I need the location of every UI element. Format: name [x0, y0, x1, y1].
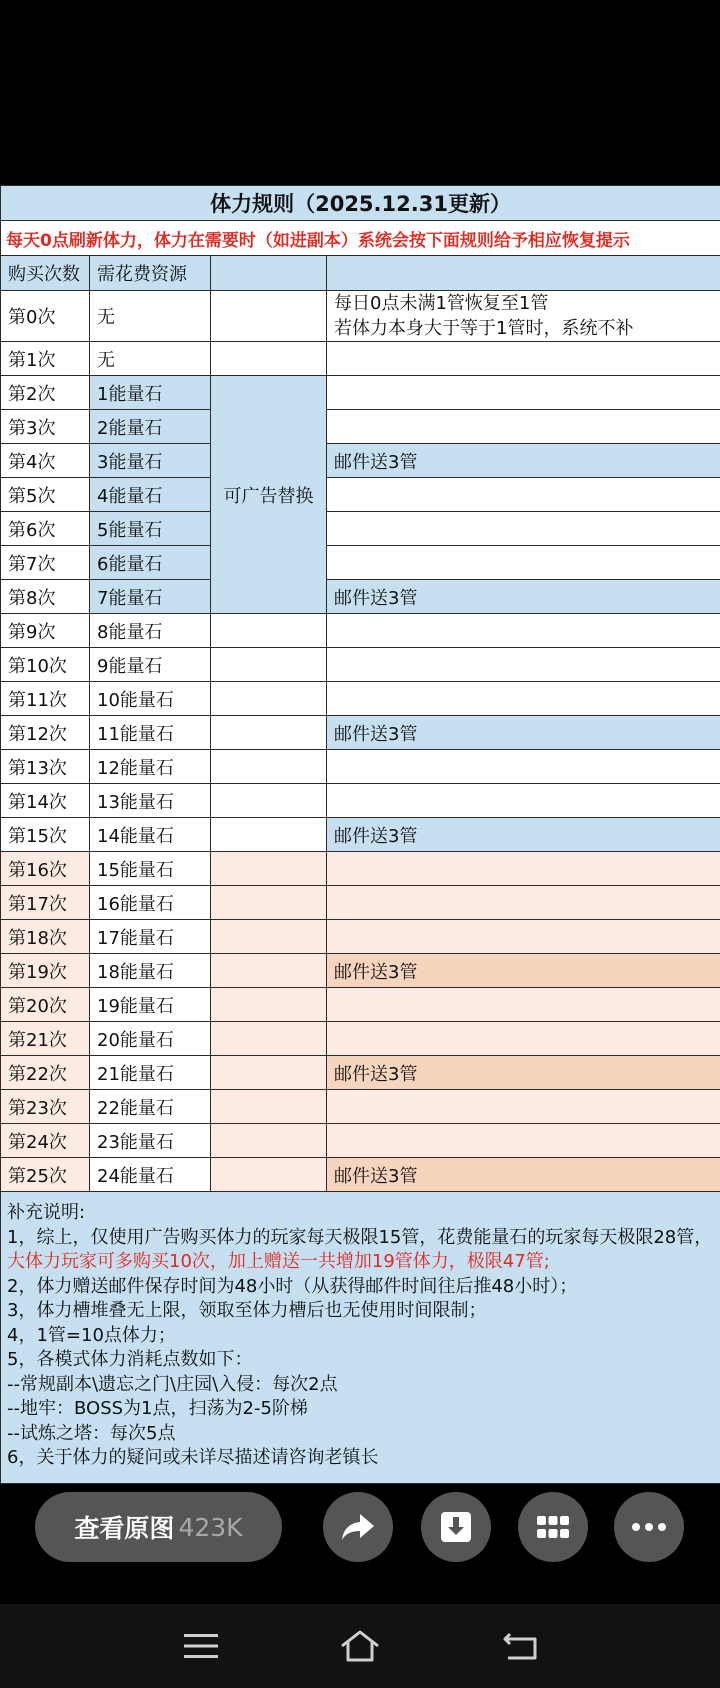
table-header-row	[1, 256, 720, 291]
purchase-count-cell: 第13次	[1, 750, 90, 784]
supplement-line: 6，关于体力的疑问或未详尽描述请咨询老镇长	[7, 1447, 379, 1468]
empty-cell	[211, 648, 327, 682]
table-row	[1, 410, 720, 444]
header-purchase-count: 购买次数	[1, 256, 90, 291]
table-row	[1, 852, 720, 886]
cost-cell: 11能量石	[90, 716, 211, 750]
table-row	[1, 886, 720, 920]
cost-cell: 2能量石	[90, 410, 211, 444]
share-button[interactable]	[323, 1492, 393, 1562]
note-cell	[327, 614, 720, 648]
empty-cell	[211, 852, 327, 886]
grid-icon	[536, 1515, 570, 1539]
table-row	[1, 1090, 720, 1124]
back-nav-button[interactable]	[495, 1624, 545, 1668]
share-icon	[340, 1512, 376, 1542]
cost-cell: 1能量石	[90, 376, 211, 410]
grid-button[interactable]	[518, 1492, 588, 1562]
ad-replace-cell: 可广告替换	[211, 376, 327, 614]
cost-cell: 无	[90, 342, 211, 376]
note-cell	[327, 648, 720, 682]
note-cell	[327, 784, 720, 818]
supplement-line-1-highlight: 大体力玩家可多购买10次，加上赠送一共增加19管体力，极限47管;	[7, 1251, 550, 1272]
supplement-line: --常规副本\遗忘之门\庄园\入侵：每次2点	[7, 1373, 338, 1395]
empty-cell	[211, 614, 327, 648]
more-icon	[631, 1522, 667, 1532]
note-cell	[327, 410, 720, 444]
note-cell	[327, 1022, 720, 1056]
note-cell	[327, 886, 720, 920]
more-button[interactable]	[614, 1492, 684, 1562]
cost-cell: 4能量石	[90, 478, 211, 512]
cost-cell: 24能量石	[90, 1158, 211, 1192]
table-row	[1, 988, 720, 1022]
purchase-count-cell: 第24次	[1, 1124, 90, 1158]
empty-cell	[211, 1056, 327, 1090]
supplement-line: 3，体力槽堆叠无上限，领取至体力槽后也无使用时间限制；	[7, 1300, 487, 1321]
purchase-count-cell: 第17次	[1, 886, 90, 920]
supplement-notes	[1, 1192, 720, 1484]
note-cell	[327, 1124, 720, 1158]
cost-cell: 21能量石	[90, 1056, 211, 1090]
cost-cell: 6能量石	[90, 546, 211, 580]
purchase-count-cell: 第8次	[1, 580, 90, 614]
empty-cell	[211, 784, 327, 818]
table-row	[1, 512, 720, 546]
cost-cell: 22能量石	[90, 1090, 211, 1124]
home-icon	[339, 1629, 381, 1663]
supplement-line: --地牢：BOSS为1点，扫荡为2-5阶梯	[7, 1398, 308, 1419]
empty-cell	[211, 1090, 327, 1124]
purchase-count-cell: 第25次	[1, 1158, 90, 1192]
note-cell: 邮件送3管	[327, 818, 720, 852]
download-button[interactable]	[421, 1492, 491, 1562]
cost-cell: 18能量石	[90, 954, 211, 988]
note-cell	[327, 342, 720, 376]
cost-cell: 无	[90, 291, 211, 342]
note-cell: 邮件送3管	[327, 954, 720, 988]
cost-cell: 16能量石	[90, 886, 211, 920]
sheet-title: 体力规则（2025.12.31更新）	[1, 186, 720, 221]
cost-cell: 10能量石	[90, 682, 211, 716]
purchase-count-cell: 第3次	[1, 410, 90, 444]
home-nav-button[interactable]	[335, 1624, 385, 1668]
download-icon	[439, 1510, 473, 1544]
table-row	[1, 1158, 720, 1192]
purchase-count-cell: 第18次	[1, 920, 90, 954]
note-cell	[327, 1090, 720, 1124]
empty-cell	[211, 750, 327, 784]
purchase-count-cell: 第15次	[1, 818, 90, 852]
menu-nav-button[interactable]	[176, 1624, 226, 1668]
empty-cell	[211, 291, 327, 342]
supplement-line: 4，1管=10点体力；	[7, 1324, 176, 1346]
supplement-line: --试炼之塔：每次5点	[7, 1422, 176, 1444]
purchase-count-cell: 第5次	[1, 478, 90, 512]
table-row	[1, 546, 720, 580]
purchase-count-cell: 第11次	[1, 682, 90, 716]
empty-cell	[211, 682, 327, 716]
supplement-line: 2，体力赠送邮件保存时间为48小时（从获得邮件时间往后推48小时）；	[7, 1275, 578, 1297]
image-viewer-toolbar	[0, 1492, 720, 1562]
note-cell	[327, 682, 720, 716]
note-cell	[327, 512, 720, 546]
table-row	[1, 444, 720, 478]
purchase-count-cell: 第23次	[1, 1090, 90, 1124]
empty-cell	[211, 1022, 327, 1056]
note-line: 若体力本身大于等于1管时，系统不补	[334, 318, 634, 339]
empty-cell	[211, 954, 327, 988]
empty-cell	[211, 818, 327, 852]
table-row	[1, 818, 720, 852]
header-blank-1	[211, 256, 327, 291]
back-icon	[502, 1630, 538, 1662]
note-cell: 邮件送3管	[327, 580, 720, 614]
cost-cell: 7能量石	[90, 580, 211, 614]
empty-cell	[211, 886, 327, 920]
supplement-line-1	[7, 1226, 714, 1275]
table-row	[1, 291, 720, 342]
note-cell	[327, 988, 720, 1022]
rules-document	[0, 185, 720, 1484]
cost-cell: 9能量石	[90, 648, 211, 682]
table-row	[1, 750, 720, 784]
cost-cell: 14能量石	[90, 818, 211, 852]
cost-cell: 5能量石	[90, 512, 211, 546]
supplement-line: 5，各模式体力消耗点数如下：	[7, 1349, 253, 1370]
table-row	[1, 478, 720, 512]
cost-cell: 17能量石	[90, 920, 211, 954]
note-cell: 邮件送3管	[327, 1056, 720, 1090]
empty-cell	[211, 988, 327, 1022]
note-cell	[327, 750, 720, 784]
note-cell	[327, 291, 720, 342]
purchase-count-cell: 第4次	[1, 444, 90, 478]
note-cell	[327, 920, 720, 954]
empty-cell	[211, 1124, 327, 1158]
purchase-count-cell: 第7次	[1, 546, 90, 580]
cost-cell: 23能量石	[90, 1124, 211, 1158]
purchase-count-cell: 第22次	[1, 1056, 90, 1090]
purchase-count-cell: 第9次	[1, 614, 90, 648]
table-row	[1, 614, 720, 648]
table-row	[1, 1124, 720, 1158]
empty-cell	[211, 342, 327, 376]
cost-cell: 20能量石	[90, 1022, 211, 1056]
purchase-count-cell: 第12次	[1, 716, 90, 750]
purchase-count-cell: 第14次	[1, 784, 90, 818]
purchase-count-cell: 第6次	[1, 512, 90, 546]
note-cell: 邮件送3管	[327, 716, 720, 750]
purchase-count-cell: 第20次	[1, 988, 90, 1022]
cost-cell: 13能量石	[90, 784, 211, 818]
system-navigation-bar	[0, 1604, 720, 1688]
purchase-count-cell: 第19次	[1, 954, 90, 988]
note-cell: 邮件送3管	[327, 1158, 720, 1192]
header-blank-2	[327, 256, 720, 291]
table-row	[1, 954, 720, 988]
table-row	[1, 376, 720, 410]
stamina-rules-table	[0, 185, 720, 1484]
menu-icon	[184, 1633, 218, 1659]
sheet-subtitle: 每天0点刷新体力，体力在需要时（如进副本）系统会按下面规则给予相应恢复提示	[1, 221, 720, 256]
purchase-count-cell: 第21次	[1, 1022, 90, 1056]
cost-cell: 3能量石	[90, 444, 211, 478]
table-row	[1, 342, 720, 376]
cost-cell: 12能量石	[90, 750, 211, 784]
supplement-line-1-text: 1，综上，仅使用广告购买体力的玩家每天极限15管，花费能量石的玩家每天极限28管，	[7, 1226, 713, 1248]
table-row	[1, 716, 720, 750]
header-cost: 需花费资源	[90, 256, 211, 291]
note-cell: 邮件送3管	[327, 444, 720, 478]
table-row	[1, 580, 720, 614]
table-row	[1, 784, 720, 818]
note-cell	[327, 478, 720, 512]
view-original-button[interactable]	[35, 1492, 282, 1562]
table-row	[1, 1056, 720, 1090]
table-row	[1, 1022, 720, 1056]
empty-cell	[211, 1158, 327, 1192]
empty-cell	[211, 716, 327, 750]
purchase-count-cell: 第2次	[1, 376, 90, 410]
supplement-heading: 补充说明:	[7, 1202, 86, 1223]
table-row	[1, 920, 720, 954]
cost-cell: 15能量石	[90, 852, 211, 886]
purchase-count-cell: 第16次	[1, 852, 90, 886]
empty-cell	[211, 920, 327, 954]
view-original-label: 查看原图	[74, 1514, 175, 1543]
cost-cell: 8能量石	[90, 614, 211, 648]
note-cell	[327, 376, 720, 410]
cost-cell: 19能量石	[90, 988, 211, 1022]
table-row	[1, 682, 720, 716]
note-line: 每日0点未满1管恢复至1管	[334, 293, 549, 314]
purchase-count-cell: 第10次	[1, 648, 90, 682]
purchase-count-cell: 第1次	[1, 342, 90, 376]
note-cell	[327, 852, 720, 886]
file-size-label: 423K	[178, 1512, 243, 1542]
table-row	[1, 648, 720, 682]
purchase-count-cell: 第0次	[1, 291, 90, 342]
note-cell	[327, 546, 720, 580]
